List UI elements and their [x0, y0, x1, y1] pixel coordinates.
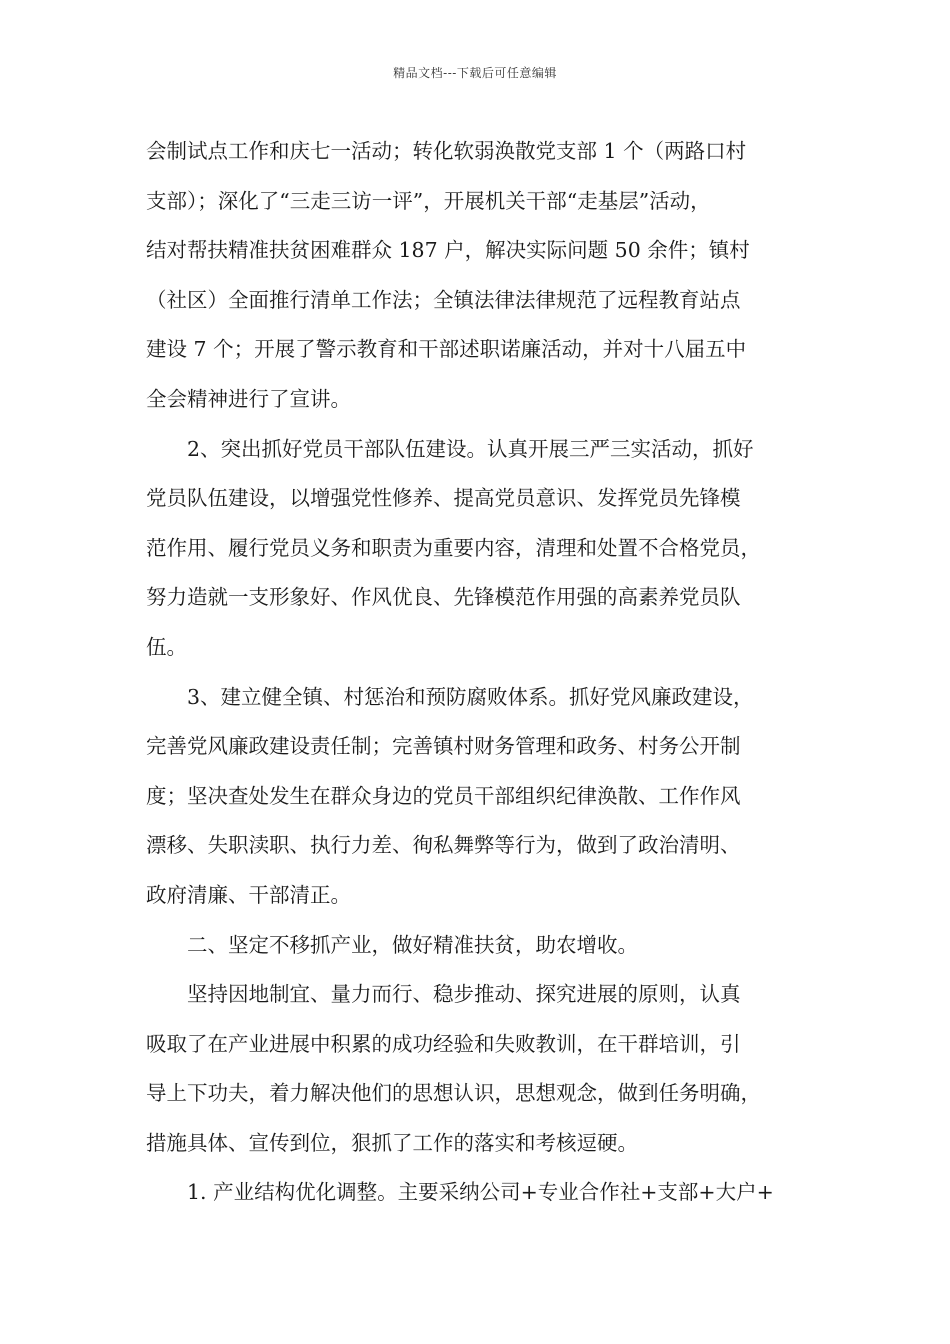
- text-line: 1. 产业结构优化调整。主要采纳公司+专业合作社+支部+大户+: [187, 1180, 774, 1205]
- text-line: 吸取了在产业进展中积累的成功经验和失败教训，在干群培训，引: [146, 1031, 741, 1056]
- text-line: （社区）全面推行清单工作法；全镇法律法律规范了远程教育站点: [146, 287, 741, 312]
- text-line: 2、突出抓好党员干部队伍建设。认真开展三严三实活动，抓好: [187, 436, 754, 461]
- document-body: [146, 127, 826, 1218]
- text-line: 措施具体、宣传到位，狠抓了工作的落实和考核逗硬。: [146, 1130, 638, 1155]
- text-line: 结对帮扶精准扶贫困难群众 187 户，解决实际问题 50 余件；镇村: [146, 238, 750, 263]
- text-line: 二、坚定不移抓产业，做好精准扶贫，助农增收。: [187, 932, 638, 957]
- text-line: 伍。: [146, 634, 187, 659]
- page-header: 精品文档---下载后可任意编辑: [393, 66, 557, 80]
- text-line: 3、建立健全镇、村惩治和预防腐败体系。抓好党风廉政建设，: [187, 684, 754, 709]
- text-line: 党员队伍建设，以增强党性修养、提高党员意识、发挥党员先锋模: [146, 486, 741, 511]
- text-line: 范作用、履行党员义务和职责为重要内容，清理和处置不合格党员，: [146, 535, 761, 560]
- text-line: 全会精神进行了宣讲。: [146, 386, 351, 411]
- text-line: 导上下功夫，着力解决他们的思想认识，思想观念，做到任务明确，: [146, 1081, 761, 1106]
- text-line: 会制试点工作和庆七一活动；转化软弱涣散党支部 1 个（两路口村: [146, 139, 747, 163]
- text-line: 漂移、失职渎职、执行力差、徇私舞弊等行为，做到了政治清明、: [146, 833, 741, 858]
- text-line: 努力造就一支形象好、作风优良、先锋模范作用强的高素养党员队: [146, 585, 741, 610]
- text-line: 度；坚决查处发生在群众身边的党员干部组织纪律涣散、工作作风: [146, 783, 741, 808]
- text-line: 完善党风廉政建设责任制；完善镇村财务管理和政务、村务公开制: [146, 734, 741, 759]
- text-line: 建设 7 个；开展了警示教育和干部述职诺廉活动，并对十八届五中: [146, 337, 747, 362]
- text-line: 坚持因地制宜、量力而行、稳步推动、探究进展的原则，认真: [187, 982, 741, 1007]
- text-line: 政府清廉、干部清正。: [146, 882, 351, 907]
- text-line: 支部）；深化了“三走三访一评”，开展机关干部“走基层”活动，: [146, 188, 711, 213]
